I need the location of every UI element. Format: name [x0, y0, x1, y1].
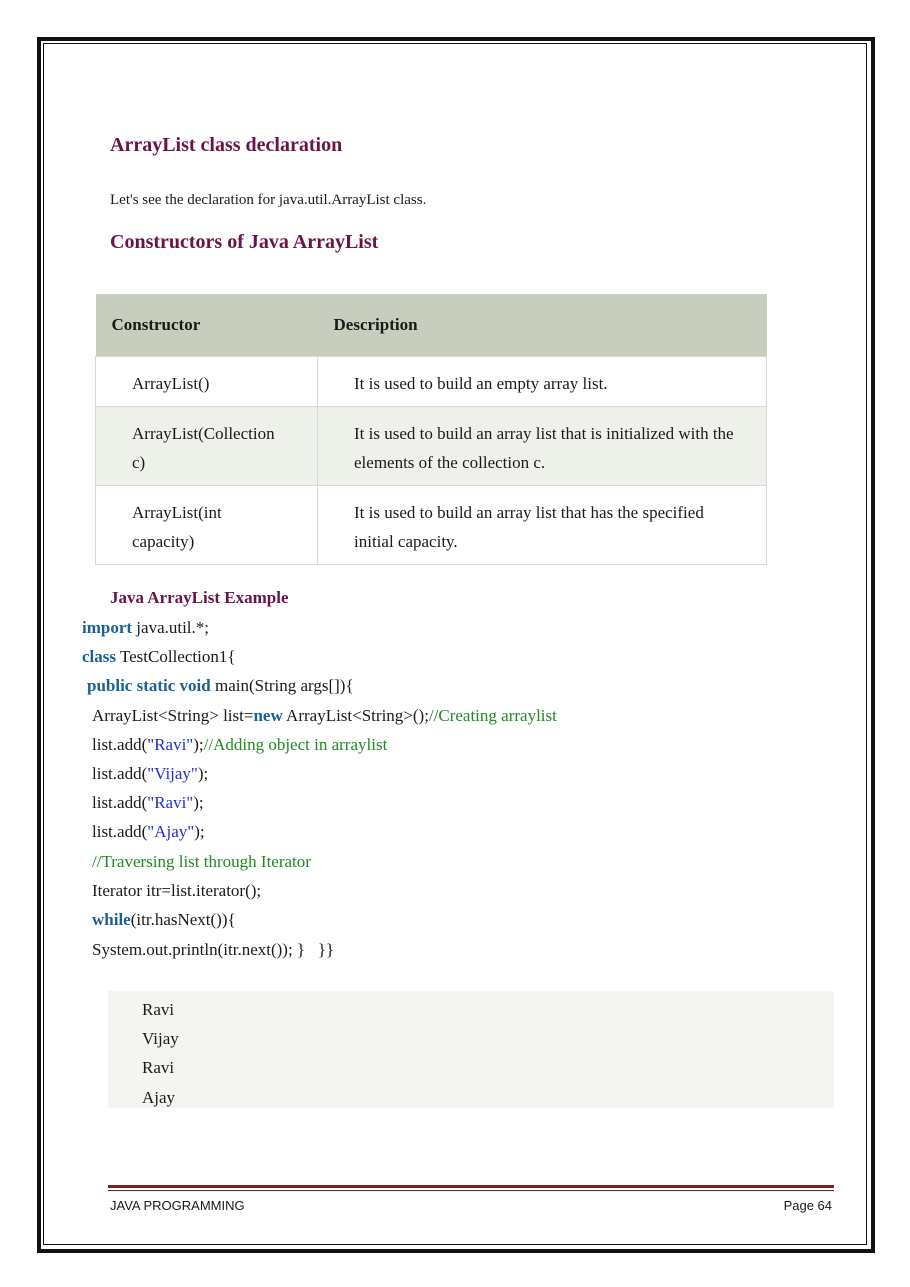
code-string: "Ravi" [147, 793, 194, 812]
table-header-row [96, 294, 767, 357]
constructor-cell: ArrayList() [96, 357, 318, 407]
code-text: list.add( [92, 764, 148, 783]
code-keyword: class [82, 647, 116, 666]
code-line [92, 935, 334, 964]
code-line [87, 671, 354, 700]
code-line [92, 788, 204, 817]
description-cell [318, 486, 767, 565]
constructor-cell [96, 407, 318, 486]
code-comment: //Traversing list through Iterator [92, 852, 311, 871]
constructors-table [95, 294, 767, 565]
code-keyword: public static void [87, 676, 211, 695]
constructor-line: ArrayList(Collection [132, 424, 275, 443]
code-keyword: import [82, 618, 133, 637]
constructor-line: capacity) [132, 532, 195, 551]
description-line: It is used to build an array list that has the specified [354, 503, 704, 522]
page-number: Page 64 [783, 1198, 832, 1213]
code-text: ); [194, 822, 205, 841]
code-text: (itr.hasNext()){ [130, 910, 236, 929]
code-text: main(String args[]){ [210, 676, 354, 695]
code-line [92, 730, 387, 759]
code-text: TestCollection1{ [116, 647, 236, 666]
code-text: list.add( [92, 793, 148, 812]
code-line [82, 642, 236, 671]
code-line [92, 905, 236, 934]
output-line: Ravi [142, 1058, 175, 1077]
code-string: "Ravi" [147, 735, 194, 754]
table-row [96, 486, 767, 565]
code-string: "Ajay" [147, 822, 195, 841]
code-text: System.out.println(itr.next()); } }} [92, 940, 335, 959]
footer-rule-thin [108, 1190, 834, 1191]
code-text: ); [197, 764, 209, 783]
footer-title: JAVA PROGRAMMING [110, 1198, 245, 1213]
code-text: java.util.*; [132, 618, 210, 637]
code-text: ArrayList<String>(); [282, 706, 429, 725]
example-title: Java ArrayList Example [110, 588, 289, 607]
code-comment: //Creating arraylist [428, 706, 557, 725]
code-comment: //Adding object in arraylist [203, 735, 388, 754]
code-string: "Vijay" [147, 764, 198, 783]
code-text: ArrayList<String> list= [92, 706, 254, 725]
intro-text: Let's see the declaration for java.util.ArrayList class. [110, 192, 427, 208]
code-line [92, 847, 311, 876]
table-row [96, 357, 767, 407]
section-heading: ArrayList class declaration [110, 134, 343, 156]
code-line [92, 817, 205, 846]
code-text: list.add( [92, 822, 148, 841]
column-header-constructor: Constructor [96, 294, 318, 357]
constructors-heading: Constructors of Java ArrayList [110, 231, 379, 253]
description-line: initial capacity. [354, 532, 458, 551]
description-line: elements of the collection c. [354, 453, 546, 472]
description-cell [318, 407, 767, 486]
description-cell: It is used to build an empty array list. [318, 357, 767, 407]
code-text: Iterator itr=list.iterator(); [92, 881, 262, 900]
code-line [92, 701, 557, 730]
code-text: list.add( [92, 735, 148, 754]
code-keyword: new [253, 706, 283, 725]
footer-rule [108, 1185, 834, 1188]
constructor-line: ArrayList(int [132, 503, 222, 522]
program-output [108, 991, 834, 1108]
description-line: It is used to build an array list that is initialized with the [354, 424, 734, 443]
code-line [92, 759, 208, 788]
constructor-line: c) [132, 453, 146, 472]
code-text: ); [193, 735, 204, 754]
code-line [82, 613, 209, 642]
code-text: ); [193, 793, 204, 812]
output-line: Vijay [142, 1029, 179, 1048]
table-row [96, 407, 767, 486]
constructor-cell [96, 486, 318, 565]
output-line: Ravi [142, 1000, 175, 1019]
code-keyword: while [92, 910, 131, 929]
column-header-description: Description [318, 294, 767, 357]
code-line [92, 876, 261, 905]
output-line: Ajay [142, 1088, 176, 1107]
